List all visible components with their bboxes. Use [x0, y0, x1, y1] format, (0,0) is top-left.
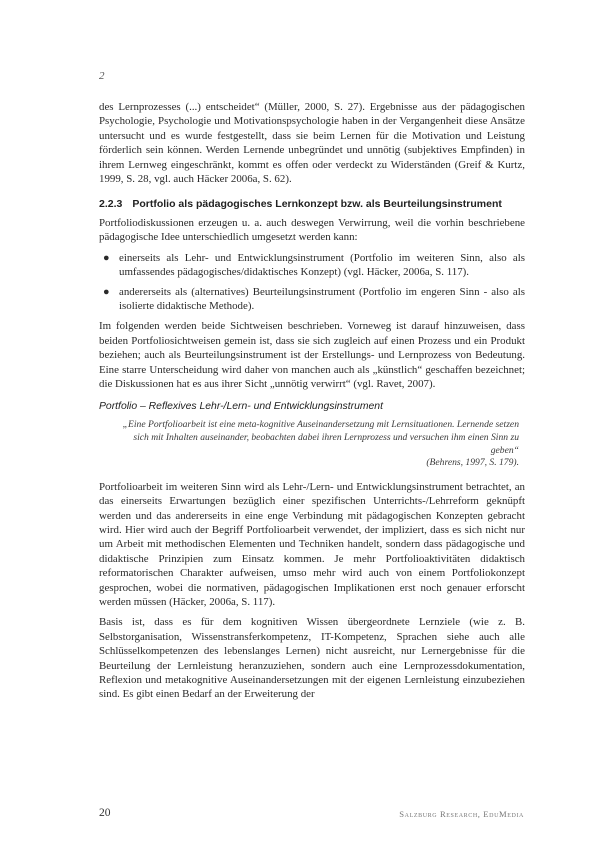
quote-text: „Eine Portfolioarbeit ist eine meta-kognitive Auseinandersetzung mit Lernsituationen. Lernende setzen sich mit Inhalten auseinander, beobachten dabei ihren Lernprozess und versuchen ihm einen Sinn zu geben“ — [122, 419, 519, 456]
paragraph-basis: Basis ist, dass es für dem kognitiven Wissen übergeordnete Lernziele (wie z. B. Selbstorganisation, Wissenstransferkompetenz, IT-Kompetenz, Sprachen siehe auch alle Schlüsselkompetenzen des lebenslanges Lernen) nicht ausreicht, nur Lernergebnisse für die Beurteilung der Lernleistung heranzuziehen, sondern auch eine Lernprozessdokumentation, Reflexion und metakognitive Auseinandersetzungen mit der eigenen Lernleistung einzubeziehen sind. Es gibt einen Bedarf an der Erweiterung der — [99, 616, 525, 701]
quote-source: (Behrens, 1997, S. 179). — [426, 457, 519, 469]
bullet-icon: ● — [103, 251, 110, 264]
footer-publisher: Salzburg Research, EduMedia — [399, 809, 524, 819]
subheading: Portfolio – Reflexives Lehr-/Lern- und Entwicklungsinstrument — [99, 401, 383, 413]
paragraph-portfolio-discussion: Portfoliodiskussionen erzeugen u. a. auch deswegen Verwirrung, weil die vorhin beschriebene pädagogische Idee unterschiedlich umgesetzt werden kann: — [99, 216, 525, 244]
footer-page-number: 20 — [99, 807, 111, 819]
section-number: 2.2.3 — [99, 198, 123, 211]
bullet-list — [99, 251, 525, 314]
block-quote — [121, 419, 519, 469]
header-page-marker: 2 — [99, 70, 105, 82]
list-item — [99, 251, 525, 280]
body-content — [99, 100, 525, 708]
section-heading — [99, 198, 525, 212]
list-item-text: andererseits als (alternatives) Beurteilungsinstrument (Portfolio im engeren Sinn - also als isolierte didaktische Methode). — [119, 285, 525, 312]
paragraph-intro: des Lernprozesses (...) entscheidet“ (Müller, 2000, S. 27). Ergebnisse aus der pädagogischen Psychologie, Psychologie und Motivationspsychologie haben in der Vergangenheit diese Ansätze untersucht und es wurde festgestellt, dass sie beim Lernen für die Motivation und Leistung förderlich sein können. Werden Lernende unbegründet und unnötig (subjektives Empfinden) in ihrem Lernweg eingeschränkt, kommt es offen oder verdeckt zu Widerständen (Greif & Kurtz, 1999, S. 28, vgl. auch Häcker 2006a, S. 62). — [99, 101, 525, 186]
list-item-text: einerseits als Lehr- und Entwicklungsinstrument (Portfolio im weiteren Sinn, also als umfassendes pädagogisches/didaktisches Konzept) (vgl. Häcker, 2006a, S. 117). — [119, 251, 525, 279]
paragraph-portfolio-work: Portfolioarbeit im weiteren Sinn wird als Lehr-/Lern- und Entwicklungsinstrument betrachtet, an das einerseits Erwartungen bezüglich einer spezifischen Unterrichts-/Lehrreform geknüpft werden und das andererseits in eine enge Verbindung mit pädagogischen Konzepten gebracht wird. Hier wird auch der Begriff Portfolioarbeit verwendet, der impliziert, dass es sich nicht nur um Arbeit mit methodischen Elementen und Techniken handelt, sondern dass pädagogische und didaktische Prinzipien zum Einsatz kommen. Je mehr Portfolioaktivitäten didaktisch reformatorischen Charakter aufweisen, umso mehr wird auch von einem Portfoliokonzept gesprochen, wobei die normativen, pädagogischen Implikationen erst noch genauer erforscht werden müssen (Häcker, 2006a, S. 117). — [99, 480, 525, 609]
bullet-icon: ● — [103, 285, 110, 298]
list-item — [99, 285, 525, 314]
section-title: Portfolio als pädagogisches Lernkonzept bzw. als Beurteilungsinstrument — [132, 198, 502, 211]
paragraph-viewpoints: Im folgenden werden beide Sichtweisen beschrieben. Vorneweg ist darauf hinzuweisen, dass beiden Portfoliosichtweisen gemein ist, dass sie sich zugleich auf einen Prozess und ein Produkt beziehen; auch als Beurteilungsinstrument ist der Erstellungs- und Lernprozess von Bedeutung. Eine starre Unterscheidung wird daher von manchen auch als „künstlich“ geschaffen bezeichnet; die Diskussionen hat es aus ihrer Sicht „unnötig verwirrt“ (vgl. Ravet, 2007). — [99, 320, 525, 390]
